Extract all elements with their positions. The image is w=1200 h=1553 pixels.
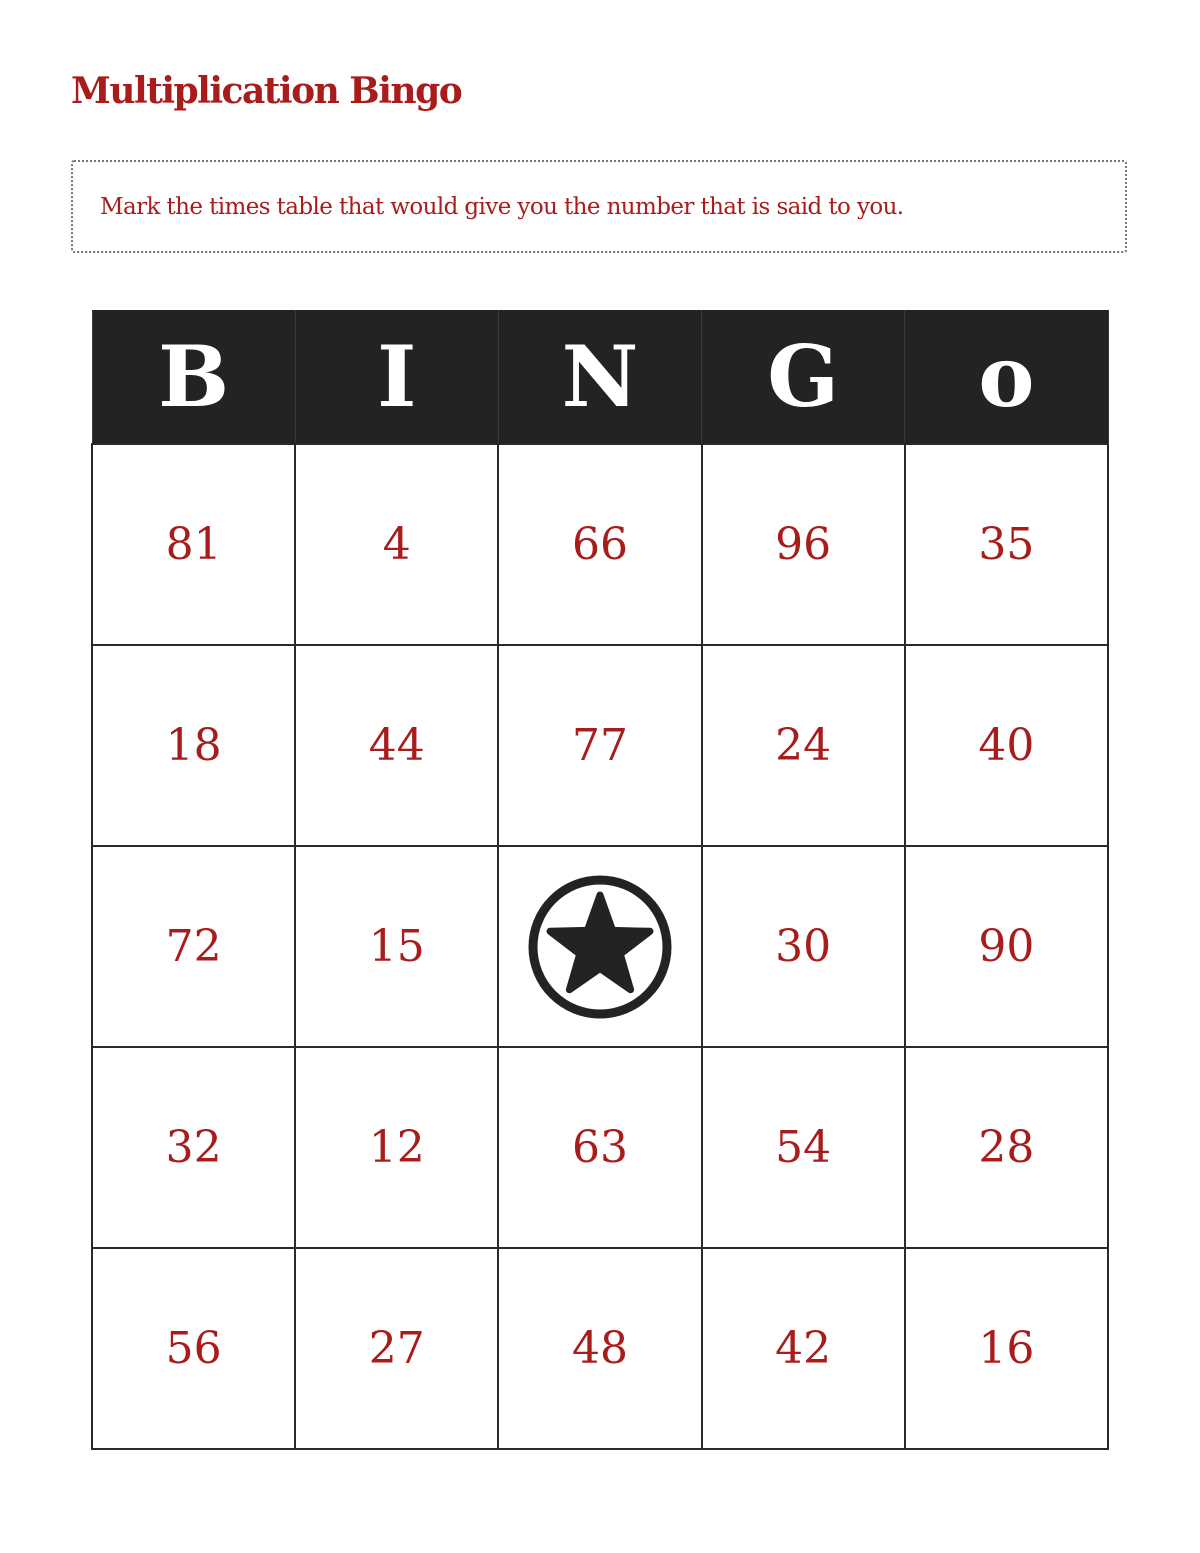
bingo-cell[interactable]: 18 [92, 645, 295, 846]
bingo-cell[interactable]: 16 [905, 1248, 1108, 1449]
bingo-row [92, 1248, 1108, 1449]
bingo-header-row [92, 310, 1108, 444]
bingo-cell[interactable]: 63 [498, 1047, 701, 1248]
bingo-row [92, 645, 1108, 846]
bingo-cell[interactable]: 40 [905, 645, 1108, 846]
bingo-cell[interactable]: 77 [498, 645, 701, 846]
free-space-cell[interactable] [498, 846, 701, 1047]
header-letter-i: I [295, 310, 498, 444]
bingo-cell[interactable]: 66 [498, 444, 701, 645]
header-letter-o: o [905, 310, 1108, 444]
instructions-text: Mark the times table that would give you the number that is said to you. [100, 193, 904, 220]
bingo-cell[interactable]: 56 [92, 1248, 295, 1449]
bingo-row [92, 1047, 1108, 1248]
header-letter-n: N [498, 310, 701, 444]
header-letter-g: G [702, 310, 905, 444]
bingo-cell[interactable]: 48 [498, 1248, 701, 1449]
bingo-cell[interactable]: 24 [702, 645, 905, 846]
instructions-box [71, 160, 1127, 253]
bingo-cell[interactable]: 4 [295, 444, 498, 645]
bingo-cell[interactable]: 32 [92, 1047, 295, 1248]
bingo-cell[interactable]: 35 [905, 444, 1108, 645]
bingo-cell[interactable]: 15 [295, 846, 498, 1047]
bingo-row [92, 444, 1108, 645]
bingo-row [92, 846, 1108, 1047]
bingo-cell[interactable]: 28 [905, 1047, 1108, 1248]
page-title: Multiplication Bingo [71, 70, 462, 112]
bingo-cell[interactable]: 96 [702, 444, 905, 645]
bingo-cell[interactable]: 30 [702, 846, 905, 1047]
bingo-cell[interactable]: 72 [92, 846, 295, 1047]
bingo-cell[interactable]: 81 [92, 444, 295, 645]
bingo-cell[interactable]: 44 [295, 645, 498, 846]
star-in-circle-icon [526, 873, 674, 1021]
header-letter-b: B [92, 310, 295, 444]
bingo-cell[interactable]: 12 [295, 1047, 498, 1248]
bingo-cell[interactable]: 42 [702, 1248, 905, 1449]
bingo-cell[interactable]: 27 [295, 1248, 498, 1449]
bingo-cell[interactable]: 54 [702, 1047, 905, 1248]
bingo-card [91, 310, 1109, 1450]
bingo-cell[interactable]: 90 [905, 846, 1108, 1047]
